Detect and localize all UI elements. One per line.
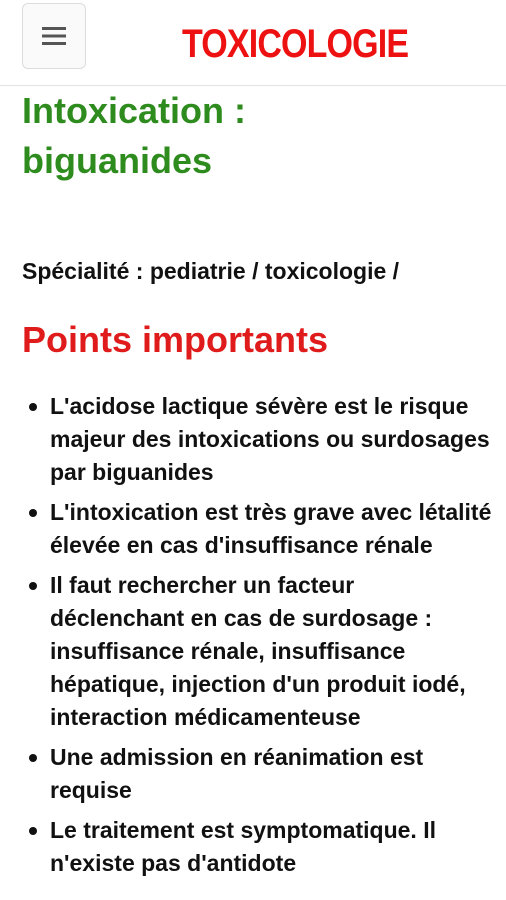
site-title[interactable]: TOXICOLOGIE [182, 22, 409, 66]
list-item: L'intoxication est très grave avec létalité élevée en cas d'insuffisance rénale [22, 496, 492, 562]
list-item: L'acidose lactique sévère est le risque majeur des intoxications ou surdosages par biguanides [22, 390, 492, 489]
specialite-breadcrumb: Spécialité : pediatrie / toxicologie / [22, 258, 400, 284]
list-item: Une admission en réanimation est requise [22, 741, 492, 807]
important-points-list [22, 390, 492, 880]
page-title-line-2: biguanides [22, 140, 213, 181]
list-item: Il faut rechercher un facteur déclenchant en cas de surdosage : insuffisance rénale, insuffisance hépatique, injection d'un produit iodé, interaction médicamenteuse [22, 569, 492, 734]
page-title-line-1: Intoxication : [22, 90, 246, 131]
top-bar [0, 0, 506, 86]
hamburger-menu-icon [41, 25, 67, 47]
section-title-points-importants: Points importants [22, 319, 329, 360]
list-item: Le traitement est symptomatique. Il n'existe pas d'antidote [22, 814, 492, 880]
menu-button[interactable] [22, 3, 86, 69]
article-content [22, 86, 492, 887]
page-title [22, 86, 492, 186]
